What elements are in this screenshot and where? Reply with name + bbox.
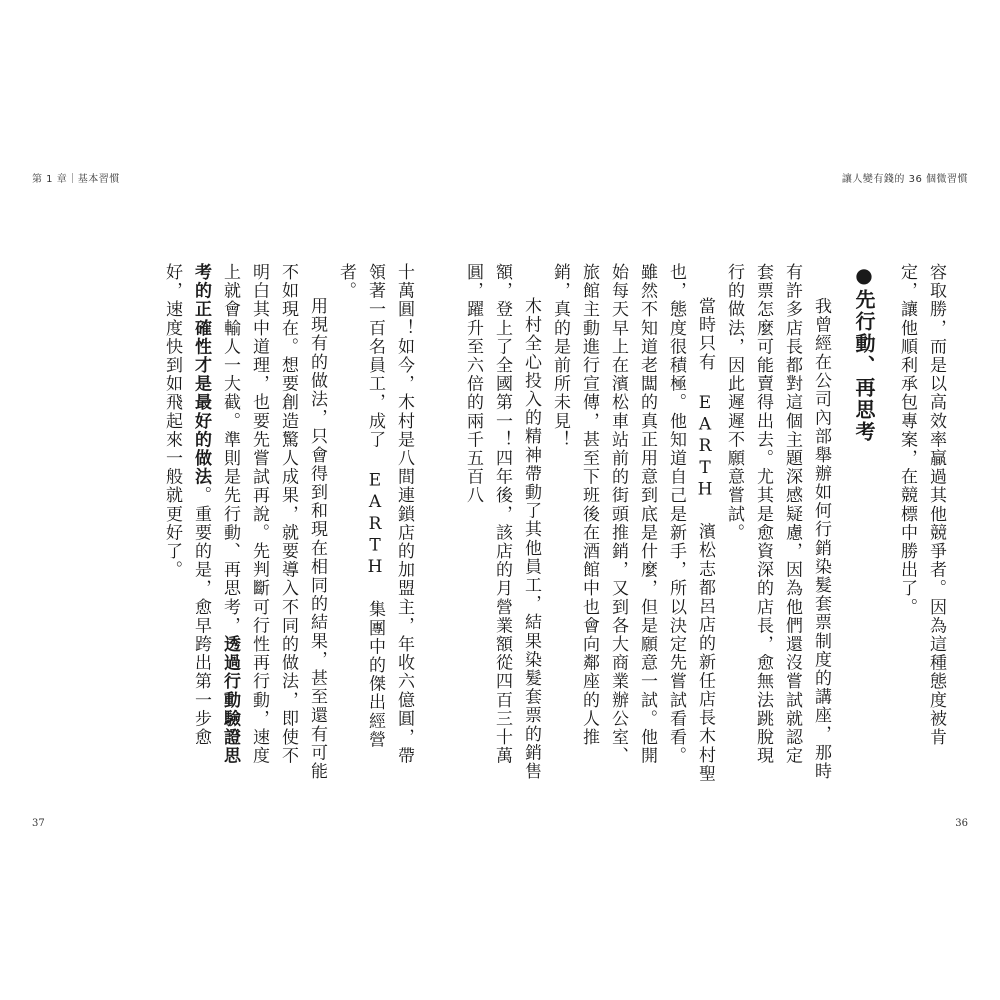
paragraph: 容取勝，而是以高效率贏過其他競爭者。因為這種態度被肯定，讓他順利承包專案，在競標中勝出了。: [897, 263, 946, 747]
right-page-body: [463, 263, 950, 783]
paragraph: 木村全心投入的精神帶動了其他員工，結果染髮套票的銷售額，登上了全國第一！四年後，該店的月營業額從四百三十萬圓，躍升至六倍的兩千五百八: [463, 263, 541, 781]
paragraph-text: 用現有的做法，只會得到和現在相同的結果，甚至還有可能不如現在。想要創造驚人成果，就要導入不同的做法，即使不明白其中道理，也要先嘗試再說。先判斷可行性再行動，速度上就會輸人一大截。準則是先行動、再思考，: [220, 263, 327, 781]
paragraph-text-end: 。重要的是，愈早跨出第一步愈好，速度快到如飛起來一般就更好了。: [162, 263, 211, 747]
paragraph: 我曾經在公司內部舉辦如何行銷染髮套票制度的講座，那時有許多店長都對這個主題深感疑慮，因為他們還沒嘗試就認定套票怎麼可能賣得出去。尤其是愈資深的店長，愈無法跳脫現行的做法，因此遲遲不願意嘗試。: [724, 263, 831, 781]
paragraph: 當時只有 EARTH 濱松志都呂店的新任店長木村聖也，態度很積極。他知道自己是新手，所以決定先嘗試看看。雖然不知道老闆的真正用意到底是什麼，但是願意一試。他開始每天早上在濱松車站前的街頭推銷，又到各大商業辦公室、旅館主動進行宣傳，甚至下班後在酒館中也會向鄰座的人推銷，真的是前所未見！: [550, 263, 715, 783]
running-head-right: 讓人變有錢的 36 個微習慣: [841, 174, 968, 185]
left-page-body: [162, 263, 418, 783]
bullet-icon: ●: [852, 263, 876, 289]
paragraph: [157, 263, 331, 783]
paragraph: 十萬圓！如今，木村是八間連鎖店的加盟主，年收六億圓，帶領著一百名員工，成了 EARTH 集團中的傑出經營者。: [336, 263, 414, 766]
page-number-right: 36: [955, 818, 968, 829]
section-heading: [849, 263, 878, 783]
emphasis-text: 透過行動驗證思考的正確性才是最好的做法: [191, 263, 240, 766]
running-head-left: 第 1 章｜基本習慣: [32, 174, 120, 185]
page-number-left: 37: [32, 818, 45, 829]
section-heading-text: 先行動、再思考: [852, 289, 876, 443]
